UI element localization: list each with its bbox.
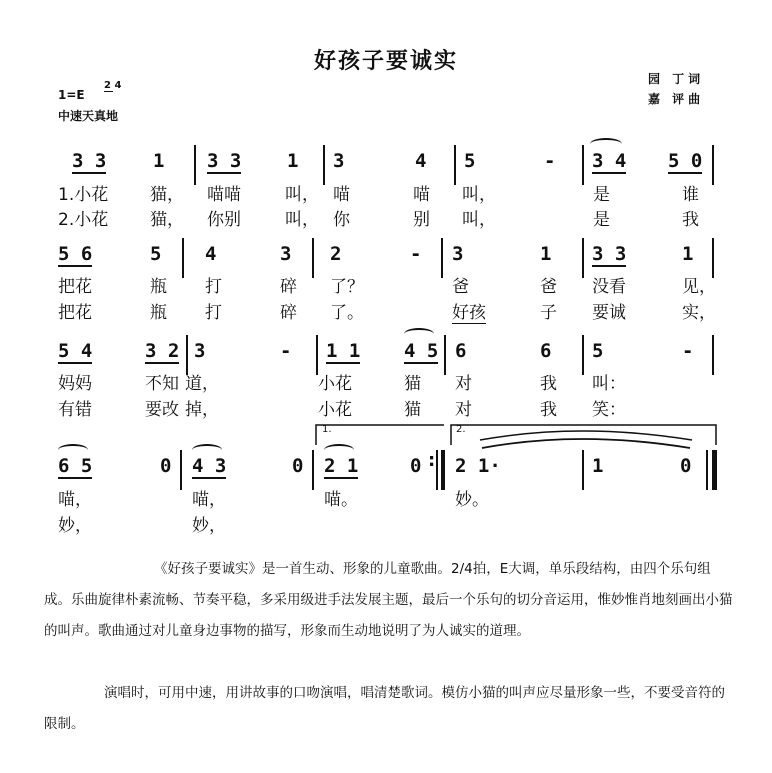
note: - [280,340,292,362]
lyric: 打 [205,303,222,323]
description-paragraph-1: 《好孩子要诚实》是一首生动、形象的儿童歌曲。2/4拍，E大调，单乐段结构，由四个乐句组成。乐曲旋律朴素流畅、节奏平稳，多采用级进手法发展主题，最后一个乐句的切分音运用，惟妙惟肖地刻画出小猫的叫声。歌曲通过对儿童身边事物的描写，形象而生动地说明了为人诚实的道理。 [44,561,733,639]
repeat-barline-thick [441,450,445,490]
lyric: 喵 [333,185,350,205]
final-barline-thin [706,450,708,490]
note: 6 [455,340,467,362]
note: 5 4 [58,340,93,362]
note: 0 [160,455,172,477]
lyric: 喵。 [324,490,358,510]
lyric: 爸 [452,277,469,297]
lyric: 猫， [150,185,184,205]
barline [180,450,182,490]
slur [192,444,222,456]
lyric: 把花 [58,303,92,323]
note: 2 1· [455,455,501,477]
note: 3 4 [592,150,627,172]
lyric: 是 [593,210,610,230]
time-signature-top: 2 [104,80,111,91]
lyric: 猫 [404,400,421,420]
note: 5 6 [58,243,93,265]
lyric: 对 [455,374,472,394]
lyric: 爸 [540,277,557,297]
lyric: 实， [682,303,716,323]
barline [582,450,584,490]
lyric: 你 [333,210,350,230]
note: - [544,150,556,172]
lyric: 喵喵 [207,185,241,205]
lyric: 妈妈 [58,374,92,394]
note: 3 [194,340,206,362]
lyric: 瓶 [150,277,167,297]
lyric: 是 [593,185,610,205]
note: 5 [592,340,604,362]
note: 3 3 [207,150,242,172]
note: 4 3 [192,455,227,477]
note: 1 [153,150,165,172]
lyric: 谁 [682,185,699,205]
note: 1 [540,243,552,265]
lyric: 妙， [192,516,226,536]
repeat-dots-icon: : [428,450,436,471]
lyric: 要改 [145,400,179,420]
lyric: 叫， [285,210,319,230]
note: 3 [333,150,345,172]
repeat-barline-thin [436,450,438,490]
lyric: 有错 [58,400,92,420]
note: 3 3 [72,150,107,172]
lyric: 喵， [192,490,226,510]
note: 4 [415,150,427,172]
lyric: 见， [682,277,716,297]
slur [58,444,88,456]
note: 6 [540,340,552,362]
note: - [682,340,694,362]
lyric: 叫， [462,210,496,230]
note: 3 3 [592,243,627,265]
barline [312,450,314,490]
lyric: 我 [540,400,557,420]
lyric: 了。 [330,303,364,323]
note: 4 [205,243,217,265]
note: 2 [330,243,342,265]
lyric: 喵 [413,185,430,205]
lyricist-credit: 园 丁词 [648,72,705,86]
volta-1-label: 1. [322,424,332,435]
lyric: 猫 [404,374,421,394]
lyric: 叫： [592,374,626,394]
note: 3 [280,243,292,265]
lyric: 我 [682,210,699,230]
note: 5 [150,243,162,265]
lyric: 猫， [150,210,184,230]
lyric: 了？ [330,277,364,297]
slur [324,444,354,456]
note: 1 [287,150,299,172]
note: 2 1 [324,455,359,477]
lyric: 没看 [592,277,626,297]
note: 1 1 [326,340,361,362]
lyric: 笑： [592,400,626,420]
note: 3 2 [145,340,180,362]
lyric: 别 [413,210,430,230]
lyric: 要诚 [592,303,626,323]
lyric: 叫， [462,185,496,205]
lyric: 妙， [58,516,92,536]
lyric: 把花 [58,277,92,297]
volta-2-label: 2. [456,424,466,435]
key-signature: 1=E [58,88,85,102]
lyric: 1.小花 [58,185,109,205]
note: 5 0 [668,150,703,172]
lyric: 我 [540,374,557,394]
lyric: 妙。 [455,490,489,510]
lyric: 打 [205,277,222,297]
tempo-marking: 中速天真地 [58,109,119,123]
song-title: 好孩子要诚实 [313,49,458,74]
composer-credit: 嘉 评曲 [648,92,705,106]
lyric: 对 [455,400,472,420]
lyric: 小花 [318,400,352,420]
note: 1 [682,243,694,265]
lyric: 掉， [185,400,219,420]
lyric: 小花 [318,374,352,394]
lyric: 2.小花 [58,210,109,230]
lyric: 道， [185,374,219,394]
final-barline-thick [712,450,717,490]
lyric: 子 [540,303,557,323]
lyric: 好孩 [452,298,486,324]
note: 3 [452,243,464,265]
note: 5 [464,150,476,172]
lyric: 碎 [280,303,297,323]
note: - [410,243,422,265]
time-signature-bottom: 4 [114,80,122,91]
lyric: 叫， [285,185,319,205]
lyric: 碎 [280,277,297,297]
note: 0 [410,455,422,477]
lyric: 你别 [207,210,241,230]
note: 1 [592,455,604,477]
note: 4 5 [404,340,439,362]
note: 0 [680,455,692,477]
lyric: 喵， [58,490,92,510]
note: 0 [292,455,304,477]
lyric: 不知 [145,374,179,394]
lyric: 瓶 [150,303,167,323]
description-paragraph-2: 演唱时，可用中速，用讲故事的口吻演唱，唱清楚歌词。模仿小猫的叫声应尽量形象一些，不要受音符的限制。 [44,685,725,732]
note: 6 5 [58,455,93,477]
